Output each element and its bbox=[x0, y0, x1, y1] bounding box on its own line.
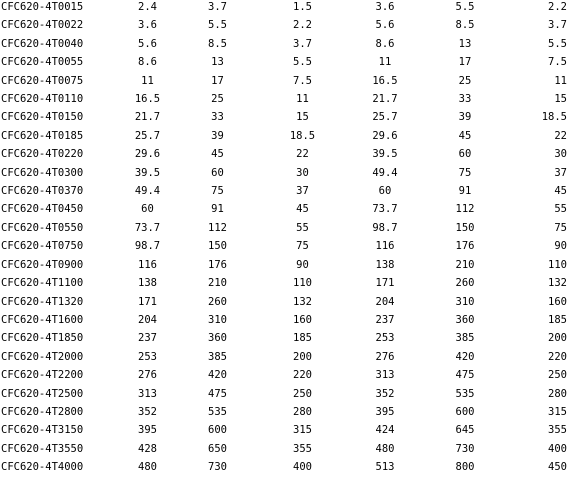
value-cell-1: 49.4 bbox=[134, 185, 161, 198]
value-cell-2: 650 bbox=[208, 442, 227, 455]
value-cell-4: 5.6 bbox=[375, 19, 395, 32]
table-row bbox=[0, 0, 580, 16]
value-cell-1: 29.6 bbox=[134, 148, 161, 161]
value-cell-6: 55 bbox=[554, 203, 567, 216]
value-cell-5: 8.5 bbox=[455, 19, 475, 32]
model-cell: CFC620-4T0075 bbox=[1, 74, 84, 87]
value-cell-6: 75 bbox=[554, 221, 567, 234]
value-cell-2: 45 bbox=[211, 148, 224, 161]
value-cell-3: 132 bbox=[293, 295, 312, 308]
value-cell-5: 13 bbox=[458, 37, 472, 50]
value-cell-6: 11 bbox=[554, 74, 567, 87]
value-cell-3: 2.2 bbox=[293, 19, 312, 32]
value-cell-2: 60 bbox=[211, 166, 224, 179]
model-cell: CFC620-4T0150 bbox=[1, 111, 84, 124]
model-cell: CFC620-4T0110 bbox=[1, 93, 84, 106]
value-cell-6: 450 bbox=[548, 461, 567, 474]
value-cell-3: 185 bbox=[293, 332, 312, 345]
value-cell-5: 535 bbox=[455, 387, 475, 400]
value-cell-5: 645 bbox=[455, 424, 475, 437]
value-cell-3: 3.7 bbox=[293, 37, 312, 50]
value-cell-2: 112 bbox=[208, 221, 227, 234]
value-cell-2: 210 bbox=[208, 277, 227, 290]
value-cell-5: 385 bbox=[455, 332, 475, 345]
table-row bbox=[0, 72, 580, 90]
value-cell-1: 428 bbox=[138, 442, 157, 455]
value-cell-3: 18.5 bbox=[289, 129, 316, 142]
value-cell-4: 237 bbox=[375, 313, 395, 326]
value-cell-3: 15 bbox=[296, 111, 309, 124]
table-row bbox=[0, 53, 580, 71]
model-cell: CFC620-4T0015 bbox=[1, 1, 84, 13]
value-cell-5: 91 bbox=[458, 185, 472, 198]
value-cell-4: 98.7 bbox=[372, 221, 398, 234]
value-cell-5: 112 bbox=[455, 203, 475, 216]
value-cell-1: 39.5 bbox=[134, 166, 161, 179]
value-cell-5: 60 bbox=[458, 148, 472, 161]
value-cell-3: 250 bbox=[293, 387, 312, 400]
value-cell-5: 310 bbox=[455, 295, 475, 308]
table-row bbox=[0, 403, 580, 421]
table-row bbox=[0, 366, 580, 384]
table-row bbox=[0, 16, 580, 34]
value-cell-2: 475 bbox=[208, 387, 227, 400]
value-cell-1: 276 bbox=[138, 369, 157, 382]
value-cell-4: 513 bbox=[375, 461, 395, 474]
model-cell: CFC620-4T0055 bbox=[1, 56, 84, 69]
model-cell: CFC620-4T0750 bbox=[1, 240, 84, 253]
table-row bbox=[0, 90, 580, 108]
value-cell-2: 385 bbox=[208, 350, 227, 363]
value-cell-4: 29.6 bbox=[372, 129, 398, 142]
value-cell-2: 8.5 bbox=[208, 37, 227, 50]
value-cell-3: 160 bbox=[293, 313, 312, 326]
table-row bbox=[0, 200, 580, 218]
value-cell-5: 5.5 bbox=[455, 1, 475, 13]
value-cell-2: 33 bbox=[211, 111, 224, 124]
value-cell-1: 480 bbox=[138, 461, 157, 474]
value-cell-5: 730 bbox=[455, 442, 475, 455]
value-cell-1: 21.7 bbox=[134, 111, 161, 124]
value-cell-2: 360 bbox=[208, 332, 227, 345]
table-row bbox=[0, 385, 580, 403]
value-cell-1: 2.4 bbox=[138, 1, 157, 13]
table-row bbox=[0, 108, 580, 126]
value-cell-4: 16.5 bbox=[372, 74, 398, 87]
value-cell-4: 8.6 bbox=[375, 37, 395, 50]
value-cell-4: 204 bbox=[375, 295, 395, 308]
table-row bbox=[0, 182, 580, 200]
value-cell-6: 90 bbox=[554, 240, 567, 253]
value-cell-4: 3.6 bbox=[375, 1, 395, 13]
value-cell-3: 37 bbox=[296, 185, 309, 198]
value-cell-5: 39 bbox=[458, 111, 472, 124]
value-cell-4: 21.7 bbox=[372, 93, 398, 106]
value-cell-6: 280 bbox=[548, 387, 567, 400]
value-cell-1: 5.6 bbox=[138, 37, 157, 50]
value-cell-5: 800 bbox=[455, 461, 475, 474]
value-cell-6: 355 bbox=[548, 424, 567, 437]
value-cell-6: 18.5 bbox=[541, 111, 567, 124]
value-cell-3: 45 bbox=[296, 203, 309, 216]
value-cell-1: 16.5 bbox=[134, 93, 161, 106]
value-cell-3: 315 bbox=[293, 424, 312, 437]
value-cell-4: 276 bbox=[375, 350, 395, 363]
value-cell-5: 475 bbox=[455, 369, 475, 382]
table-row bbox=[0, 274, 580, 292]
model-cell: CFC620-4T0022 bbox=[1, 19, 84, 32]
value-cell-6: 3.7 bbox=[548, 19, 567, 32]
value-cell-2: 420 bbox=[208, 369, 227, 382]
value-cell-6: 132 bbox=[548, 277, 567, 290]
value-cell-1: 204 bbox=[138, 313, 157, 326]
model-cell: CFC620-4T0185 bbox=[1, 129, 84, 142]
table-row bbox=[0, 35, 580, 53]
value-cell-5: 260 bbox=[455, 277, 475, 290]
value-cell-1: 352 bbox=[138, 405, 157, 418]
value-cell-2: 260 bbox=[208, 295, 227, 308]
value-cell-4: 73.7 bbox=[372, 203, 398, 216]
value-cell-6: 315 bbox=[548, 405, 567, 418]
value-cell-2: 310 bbox=[208, 313, 227, 326]
model-cell: CFC620-4T1850 bbox=[1, 332, 84, 345]
value-cell-3: 5.5 bbox=[293, 56, 312, 69]
value-cell-1: 73.7 bbox=[134, 221, 161, 234]
value-cell-6: 160 bbox=[548, 295, 567, 308]
value-cell-6: 37 bbox=[554, 166, 567, 179]
model-cell: CFC620-4T0220 bbox=[1, 148, 84, 161]
table-row bbox=[0, 164, 580, 182]
value-cell-3: 30 bbox=[296, 166, 309, 179]
model-cell: CFC620-4T1600 bbox=[1, 313, 84, 326]
value-cell-4: 116 bbox=[375, 240, 395, 253]
value-cell-2: 535 bbox=[208, 405, 227, 418]
value-cell-2: 600 bbox=[208, 424, 227, 437]
value-cell-4: 253 bbox=[375, 332, 395, 345]
value-cell-1: 171 bbox=[138, 295, 157, 308]
value-cell-4: 352 bbox=[375, 387, 395, 400]
value-cell-6: 15 bbox=[554, 93, 567, 106]
table-row bbox=[0, 256, 580, 274]
value-cell-4: 11 bbox=[378, 56, 392, 69]
value-cell-6: 30 bbox=[554, 148, 567, 161]
value-cell-4: 49.4 bbox=[372, 166, 398, 179]
value-cell-2: 91 bbox=[211, 203, 224, 216]
table-row bbox=[0, 348, 580, 366]
value-cell-4: 395 bbox=[375, 405, 395, 418]
value-cell-5: 176 bbox=[455, 240, 475, 253]
value-cell-3: 1.5 bbox=[293, 1, 312, 13]
value-cell-4: 60 bbox=[378, 185, 392, 198]
model-cell: CFC620-4T0300 bbox=[1, 166, 84, 179]
value-cell-1: 138 bbox=[138, 277, 157, 290]
value-cell-6: 185 bbox=[548, 313, 567, 326]
value-cell-1: 395 bbox=[138, 424, 157, 437]
value-cell-6: 200 bbox=[548, 332, 567, 345]
value-cell-3: 355 bbox=[293, 442, 312, 455]
model-cell: CFC620-4T3550 bbox=[1, 442, 84, 455]
value-cell-3: 110 bbox=[293, 277, 312, 290]
value-cell-6: 5.5 bbox=[548, 37, 567, 50]
value-cell-1: 253 bbox=[138, 350, 157, 363]
model-cell: CFC620-4T3150 bbox=[1, 424, 84, 437]
value-cell-4: 171 bbox=[375, 277, 395, 290]
value-cell-3: 55 bbox=[296, 221, 309, 234]
value-cell-4: 313 bbox=[375, 369, 395, 382]
value-cell-4: 25.7 bbox=[372, 111, 398, 124]
value-cell-1: 3.6 bbox=[138, 19, 157, 32]
value-cell-6: 22 bbox=[554, 129, 567, 142]
value-cell-2: 3.7 bbox=[208, 1, 227, 13]
model-cell: CFC620-4T2500 bbox=[1, 387, 84, 400]
value-cell-2: 17 bbox=[211, 74, 224, 87]
value-cell-5: 210 bbox=[455, 258, 475, 271]
value-cell-1: 313 bbox=[138, 387, 157, 400]
value-cell-4: 39.5 bbox=[372, 148, 398, 161]
value-cell-5: 420 bbox=[455, 350, 475, 363]
value-cell-6: 110 bbox=[548, 258, 567, 271]
model-cell: CFC620-4T2800 bbox=[1, 405, 84, 418]
value-cell-3: 400 bbox=[293, 461, 312, 474]
value-cell-3: 7.5 bbox=[293, 74, 312, 87]
value-cell-5: 33 bbox=[458, 93, 472, 106]
value-cell-4: 480 bbox=[375, 442, 395, 455]
table-row bbox=[0, 219, 580, 237]
value-cell-6: 220 bbox=[548, 350, 567, 363]
table-row bbox=[0, 293, 580, 311]
model-cell: CFC620-4T0370 bbox=[1, 185, 84, 198]
value-cell-2: 5.5 bbox=[208, 19, 227, 32]
value-cell-5: 360 bbox=[455, 313, 475, 326]
value-cell-3: 75 bbox=[296, 240, 309, 253]
value-cell-6: 250 bbox=[548, 369, 567, 382]
value-cell-3: 90 bbox=[296, 258, 309, 271]
value-cell-4: 424 bbox=[375, 424, 395, 437]
value-cell-3: 280 bbox=[293, 405, 312, 418]
model-cell: CFC620-4T0900 bbox=[1, 258, 84, 271]
model-cell: CFC620-4T2200 bbox=[1, 369, 84, 382]
value-cell-3: 22 bbox=[296, 148, 309, 161]
model-cell: CFC620-4T0450 bbox=[1, 203, 84, 216]
value-cell-2: 75 bbox=[211, 185, 224, 198]
model-cell: CFC620-4T2000 bbox=[1, 350, 84, 363]
value-cell-6: 400 bbox=[548, 442, 567, 455]
value-cell-1: 60 bbox=[141, 203, 154, 216]
value-cell-1: 8.6 bbox=[138, 56, 157, 69]
value-cell-2: 176 bbox=[208, 258, 227, 271]
value-cell-3: 11 bbox=[296, 93, 309, 106]
value-cell-1: 98.7 bbox=[134, 240, 161, 253]
value-cell-2: 25 bbox=[211, 93, 224, 106]
value-cell-5: 25 bbox=[458, 74, 472, 87]
value-cell-5: 45 bbox=[458, 129, 472, 142]
table-row bbox=[0, 237, 580, 255]
value-cell-2: 730 bbox=[208, 461, 227, 474]
value-cell-5: 17 bbox=[458, 56, 472, 69]
model-cell: CFC620-4T1100 bbox=[1, 277, 84, 290]
table-row bbox=[0, 421, 580, 439]
model-cell: CFC620-4T0040 bbox=[1, 37, 84, 50]
table-row bbox=[0, 440, 580, 458]
model-cell: CFC620-4T1320 bbox=[1, 295, 84, 308]
value-cell-5: 75 bbox=[458, 166, 472, 179]
model-cell: CFC620-4T4000 bbox=[1, 461, 84, 474]
value-cell-3: 220 bbox=[293, 369, 312, 382]
value-cell-4: 138 bbox=[375, 258, 395, 271]
value-cell-5: 150 bbox=[455, 221, 475, 234]
value-cell-2: 39 bbox=[211, 129, 224, 142]
value-cell-3: 200 bbox=[293, 350, 312, 363]
value-cell-5: 600 bbox=[455, 405, 475, 418]
value-cell-1: 237 bbox=[138, 332, 157, 345]
value-cell-1: 116 bbox=[138, 258, 157, 271]
model-cell: CFC620-4T0550 bbox=[1, 221, 84, 234]
value-cell-2: 150 bbox=[208, 240, 227, 253]
table-row bbox=[0, 145, 580, 163]
value-cell-6: 2.2 bbox=[548, 1, 567, 13]
value-cell-6: 7.5 bbox=[548, 56, 567, 69]
value-cell-6: 45 bbox=[554, 185, 567, 198]
table-row bbox=[0, 311, 580, 329]
value-cell-1: 25.7 bbox=[134, 129, 161, 142]
table-row bbox=[0, 329, 580, 347]
value-cell-1: 11 bbox=[141, 74, 154, 87]
table-row bbox=[0, 127, 580, 145]
value-cell-2: 13 bbox=[211, 56, 224, 69]
table-row bbox=[0, 458, 580, 476]
